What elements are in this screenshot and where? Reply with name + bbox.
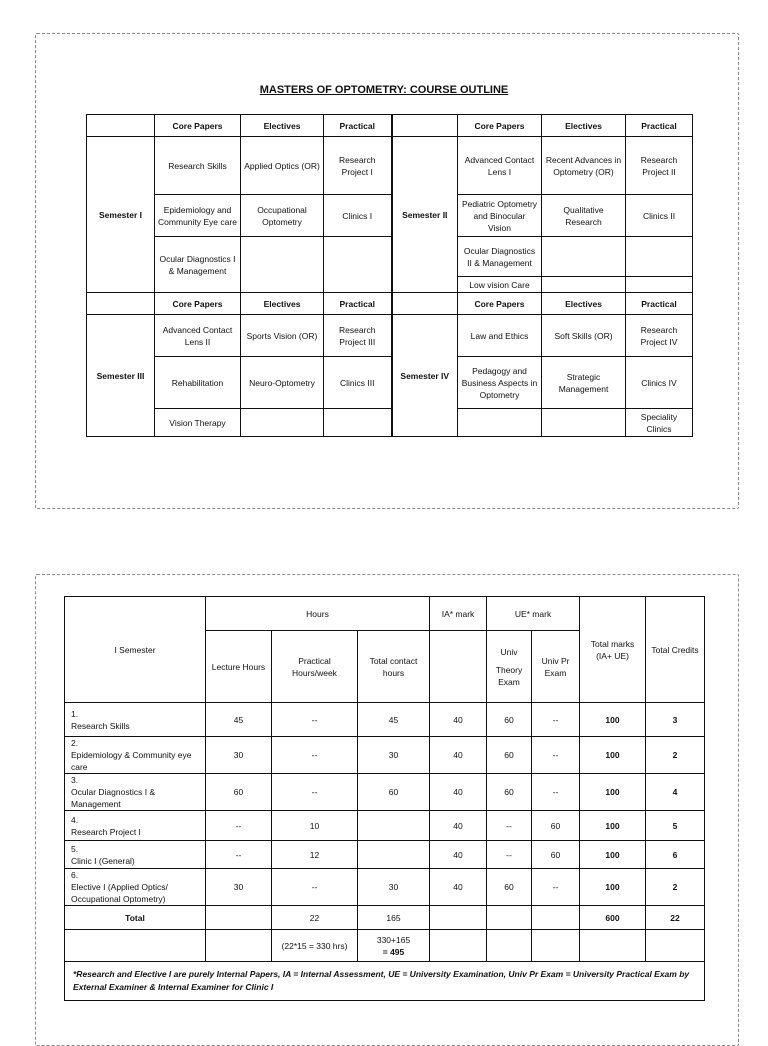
semester-label: Semester II (392, 137, 458, 293)
header-core: Core Papers (155, 293, 241, 315)
scheme-table (64, 596, 705, 1001)
table-row (87, 357, 693, 409)
elective (542, 237, 626, 277)
core-paper (458, 409, 542, 437)
table-row: 2.Epidemiology & Community eye care 30 -- 30 40 60 -- 100 2 (65, 737, 705, 774)
practical: Clinics IV (626, 357, 693, 409)
header-total-marks: Total marks (IA+ UE) (580, 597, 646, 703)
core-paper: Pedagogy and Business Aspects in Optometry (458, 357, 542, 409)
practical: Clinics III (324, 357, 392, 409)
table-row (87, 237, 693, 277)
core-paper: Ocular Diagnostics I & Management (155, 237, 241, 293)
core-paper: Pediatric Optometry and Binocular Vision (458, 195, 542, 237)
header-ue: UE* mark (487, 597, 580, 631)
table-row: 1.Research Skills 45 -- 45 40 60 -- 100 3 (65, 703, 705, 737)
elective: Strategic Management (542, 357, 626, 409)
header-lecture: Lecture Hours (206, 631, 272, 703)
total-row: Total 22 165 600 22 (65, 906, 705, 930)
semester-label: Semester III (87, 315, 155, 437)
elective: Sports Vision (OR) (241, 315, 324, 357)
table-row (87, 409, 693, 437)
header-electives: Electives (542, 293, 626, 315)
core-paper: Advanced Contact Lens I (458, 137, 542, 195)
practical (626, 237, 693, 277)
core-paper: Epidemiology and Community Eye care (155, 195, 241, 237)
course-name: 6.Elective I (Applied Optics/ Occupational Optometry) (65, 869, 206, 906)
header-contact: Total contact hours (358, 631, 430, 703)
elective: Soft Skills (OR) (542, 315, 626, 357)
core-paper: Law and Ethics (458, 315, 542, 357)
practical: Research Project III (324, 315, 392, 357)
elective (542, 277, 626, 293)
table-row: 3.Ocular Diagnostics I & Management 60 -- 60 40 60 -- 100 4 (65, 774, 705, 811)
semester-label: Semester I (87, 137, 155, 293)
core-paper: Research Skills (155, 137, 241, 195)
elective: Qualitative Research (542, 195, 626, 237)
table-row (87, 137, 693, 195)
course-name: 3.Ocular Diagnostics I & Management (65, 774, 206, 811)
header-electives: Electives (542, 115, 626, 137)
footnote: *Research and Elective I are purely Internal Papers, IA = Internal Assessment, UE = University Examination, Univ Pr Exam = University Practical Exam by External Examiner & Internal Examiner for Clinic I (65, 962, 705, 1001)
practical: Speciality Clinics (626, 409, 693, 437)
elective: Occupational Optometry (241, 195, 324, 237)
header-practical: Practical (626, 115, 693, 137)
core-paper: Vision Therapy (155, 409, 241, 437)
extra-row: (22*15 = 330 hrs) 330+165 = 495 (65, 930, 705, 962)
course-outline-table (86, 114, 693, 437)
course-name: 1.Research Skills (65, 703, 206, 737)
header-core: Core Papers (458, 115, 542, 137)
course-name: 5.Clinic I (General) (65, 841, 206, 869)
practical (324, 409, 392, 437)
header-row (87, 293, 693, 315)
elective: Applied Optics (OR) (241, 137, 324, 195)
header-core: Core Papers (458, 293, 542, 315)
core-paper: Advanced Contact Lens II (155, 315, 241, 357)
elective (241, 409, 324, 437)
header-univ-pr: Univ Pr Exam (532, 631, 580, 703)
header-electives: Electives (241, 293, 324, 315)
semester-label: I Semester (65, 597, 206, 703)
page-title: MASTERS OF OPTOMETRY: COURSE OUTLINE (259, 84, 509, 96)
total-label: Total (65, 906, 206, 930)
core-paper: Rehabilitation (155, 357, 241, 409)
elective: Neuro-Optometry (241, 357, 324, 409)
header-ia: IA* mark (430, 597, 487, 631)
course-name: 2.Epidemiology & Community eye care (65, 737, 206, 774)
table-row (87, 315, 693, 357)
course-name: 4.Research Project I (65, 811, 206, 841)
header-hours: Hours (206, 597, 430, 631)
header-electives: Electives (241, 115, 324, 137)
header-practical: Practical Hours/week (272, 631, 358, 703)
table-row: 6.Elective I (Applied Optics/ Occupational Optometry) 30 -- 30 40 60 -- 100 2 (65, 869, 705, 906)
core-paper: Ocular Diagnostics II & Management (458, 237, 542, 277)
header-practical: Practical (324, 293, 392, 315)
table-row: 4.Research Project I -- 10 40 -- 60 100 5 (65, 811, 705, 841)
header-total-credits: Total Credits (646, 597, 705, 703)
header-practical: Practical (626, 293, 693, 315)
elective (241, 237, 324, 293)
practical: Clinics II (626, 195, 693, 237)
elective: Recent Advances in Optometry (OR) (542, 137, 626, 195)
core-paper: Low vision Care (458, 277, 542, 293)
header-practical: Practical (324, 115, 392, 137)
practical: Research Project II (626, 137, 693, 195)
table-row (87, 195, 693, 237)
practical: Research Project I (324, 137, 392, 195)
table-row: 5.Clinic I (General) -- 12 40 -- 60 100 6 (65, 841, 705, 869)
semester-label: Semester IV (392, 315, 458, 437)
footnote-row (65, 962, 705, 1001)
practical (626, 277, 693, 293)
practical: Research Project IV (626, 315, 693, 357)
header-row (87, 115, 693, 137)
practical: Clinics I (324, 195, 392, 237)
header-univ-theory: Univ Theory Exam (487, 631, 532, 703)
elective (542, 409, 626, 437)
header-core: Core Papers (155, 115, 241, 137)
practical (324, 237, 392, 293)
